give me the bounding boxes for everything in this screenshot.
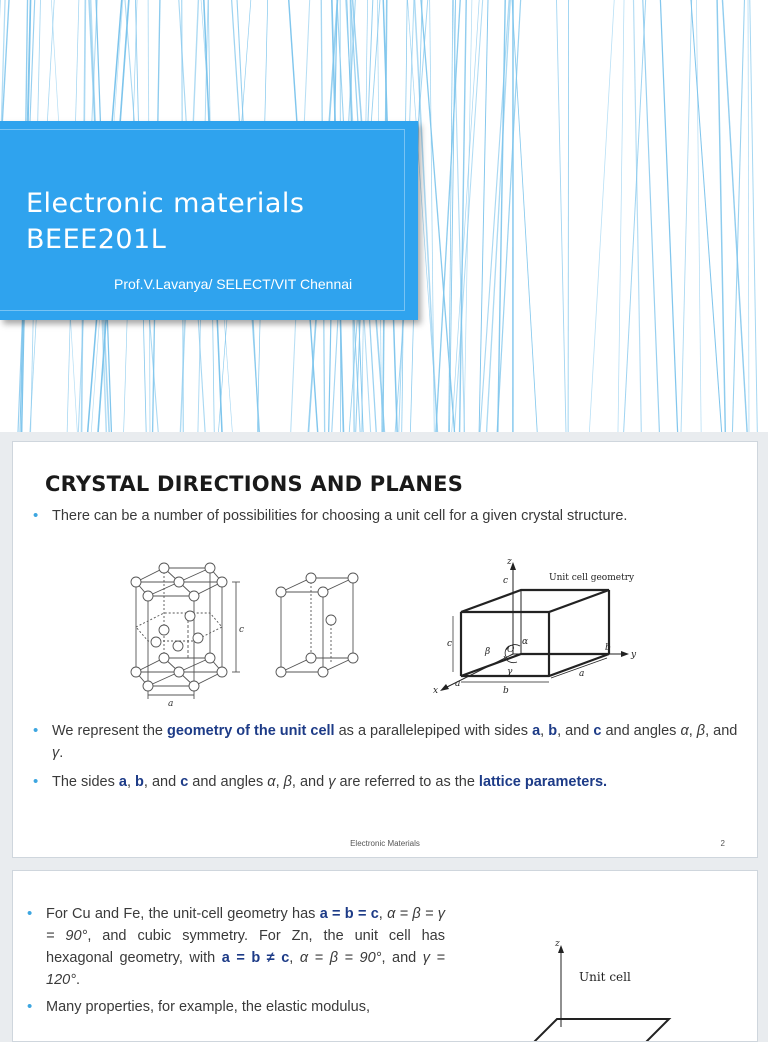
symbol-b: b <box>548 723 557 739</box>
side-b-right-label: b <box>605 643 611 653</box>
text-run: , and <box>705 723 737 739</box>
symbol-b: b <box>135 774 144 790</box>
text-run: , <box>379 906 387 922</box>
text-run: . <box>76 972 80 988</box>
text-run: For Cu and Fe, the unit-cell geometry has <box>46 906 320 922</box>
text-run: , and cubic symmetry. For Zn, the unit cell has hexagonal geometry, with <box>46 928 445 966</box>
symbol-c: c <box>593 723 601 739</box>
bullet-list <box>25 903 445 1023</box>
text-run: We represent the <box>52 723 167 739</box>
slide-heading: CRYSTAL DIRECTIONS AND PLANES <box>45 472 463 496</box>
decorative-line <box>717 0 725 432</box>
text-run: , <box>540 723 548 739</box>
slide-footer: Electronic Materials <box>13 839 757 848</box>
side-c-label: c <box>503 576 508 586</box>
decorative-line <box>618 0 624 432</box>
slide-subtitle: Prof.V.Lavanya/ SELECT/VIT Chennai <box>114 276 352 292</box>
decorative-line <box>660 0 678 432</box>
axis-z-label: z <box>554 939 560 949</box>
text-run: , and <box>144 774 180 790</box>
text-run: , <box>276 774 284 790</box>
side-b-label: b <box>503 686 509 696</box>
decorative-line <box>696 0 701 432</box>
bullet-item-lattice-parameters <box>31 771 743 793</box>
hcp-structure-figure <box>118 550 248 710</box>
text-run: and angles <box>188 774 267 790</box>
side-a-label: a <box>455 679 460 689</box>
decorative-line <box>479 0 488 432</box>
slide-title-line1: Electronic materials <box>26 188 304 219</box>
unit-cell-geometry-figure <box>423 550 643 700</box>
symbol-alpha: α <box>680 723 688 739</box>
axis-y-label: y <box>630 650 637 660</box>
symbol-gamma: γ <box>328 774 335 790</box>
decorative-line <box>454 0 483 432</box>
text-run: The sides <box>52 774 119 790</box>
bullet-item-properties <box>25 996 445 1018</box>
text-run: as a parallelepiped with sides <box>335 723 532 739</box>
text-run: and angles <box>601 723 680 739</box>
decorative-line <box>480 0 510 432</box>
side-a-right-label: a <box>579 669 584 679</box>
hcp-a-label: a <box>168 699 173 709</box>
decorative-line <box>681 0 692 432</box>
origin-label: O <box>507 645 515 655</box>
slide-page-number: 2 <box>721 839 725 848</box>
symbol-beta: β <box>697 723 705 739</box>
text-run: , and <box>557 723 593 739</box>
decorative-line <box>643 0 660 432</box>
title-slide <box>0 0 768 432</box>
equation: γ = 120° <box>46 950 445 988</box>
bullet-list <box>31 505 741 527</box>
text-run: , and <box>292 774 328 790</box>
angle-beta-label: β <box>484 647 490 657</box>
bullet-item-geometry <box>31 720 743 764</box>
decorative-line <box>556 0 566 432</box>
symbol-c: c <box>180 774 188 790</box>
slide-crystal-directions <box>12 441 758 858</box>
equation: a = b ≠ c <box>222 950 290 966</box>
text-run: , <box>689 723 697 739</box>
text-run: , and <box>381 950 422 966</box>
symbol-a: a <box>119 774 127 790</box>
equation: α = β = 90° <box>300 950 382 966</box>
highlight-text: geometry of the unit cell <box>167 723 335 739</box>
hcp-unit-cell-figure <box>271 570 361 690</box>
angle-gamma-label: γ <box>507 667 513 677</box>
unit-cell-geometry-caption: Unit cell geometry <box>549 573 635 583</box>
symbol-a: a <box>532 723 540 739</box>
text-run: are referred to as the <box>335 774 478 790</box>
equation: α = β = γ = 90° <box>46 906 445 944</box>
highlight-text: lattice parameters. <box>479 774 607 790</box>
slide-title-line2: BEEE201L <box>26 224 166 255</box>
slide-title <box>26 186 304 258</box>
symbol-beta: β <box>284 774 292 790</box>
unit-cell-caption: Unit cell <box>579 970 631 984</box>
unit-cell-figure <box>491 935 721 1041</box>
hcp-c-label: c <box>239 625 244 635</box>
slide-unit-cell-geometry <box>12 870 758 1042</box>
decorative-line <box>748 0 749 432</box>
decorative-line <box>589 0 614 432</box>
text-run: , <box>289 950 300 966</box>
axis-z-label: z <box>506 557 512 567</box>
symbol-gamma: γ <box>52 745 59 761</box>
decorative-line <box>691 0 722 432</box>
decorative-line <box>436 0 461 432</box>
side-c-left-label: c <box>447 639 452 649</box>
decorative-line <box>568 0 569 432</box>
axis-x-label: x <box>433 686 438 696</box>
text-run: , <box>127 774 135 790</box>
equation: a = b = c <box>320 906 379 922</box>
bullet-list-lattice <box>31 720 743 800</box>
bullet-text: There can be a number of possibilities for choosing a unit cell for a given crystal structure. <box>52 508 627 524</box>
symbol-alpha: α <box>267 774 275 790</box>
decorative-line <box>750 0 758 432</box>
bullet-text: Many properties, for example, the elastic modulus, <box>46 999 370 1015</box>
bullet-item <box>31 505 741 527</box>
decorative-line <box>497 0 521 432</box>
text-run: . <box>59 745 63 761</box>
bullet-item-geometry-examples <box>25 903 445 991</box>
angle-alpha-label: α <box>522 637 528 647</box>
decorative-line <box>512 0 538 432</box>
decorative-line <box>722 0 747 432</box>
